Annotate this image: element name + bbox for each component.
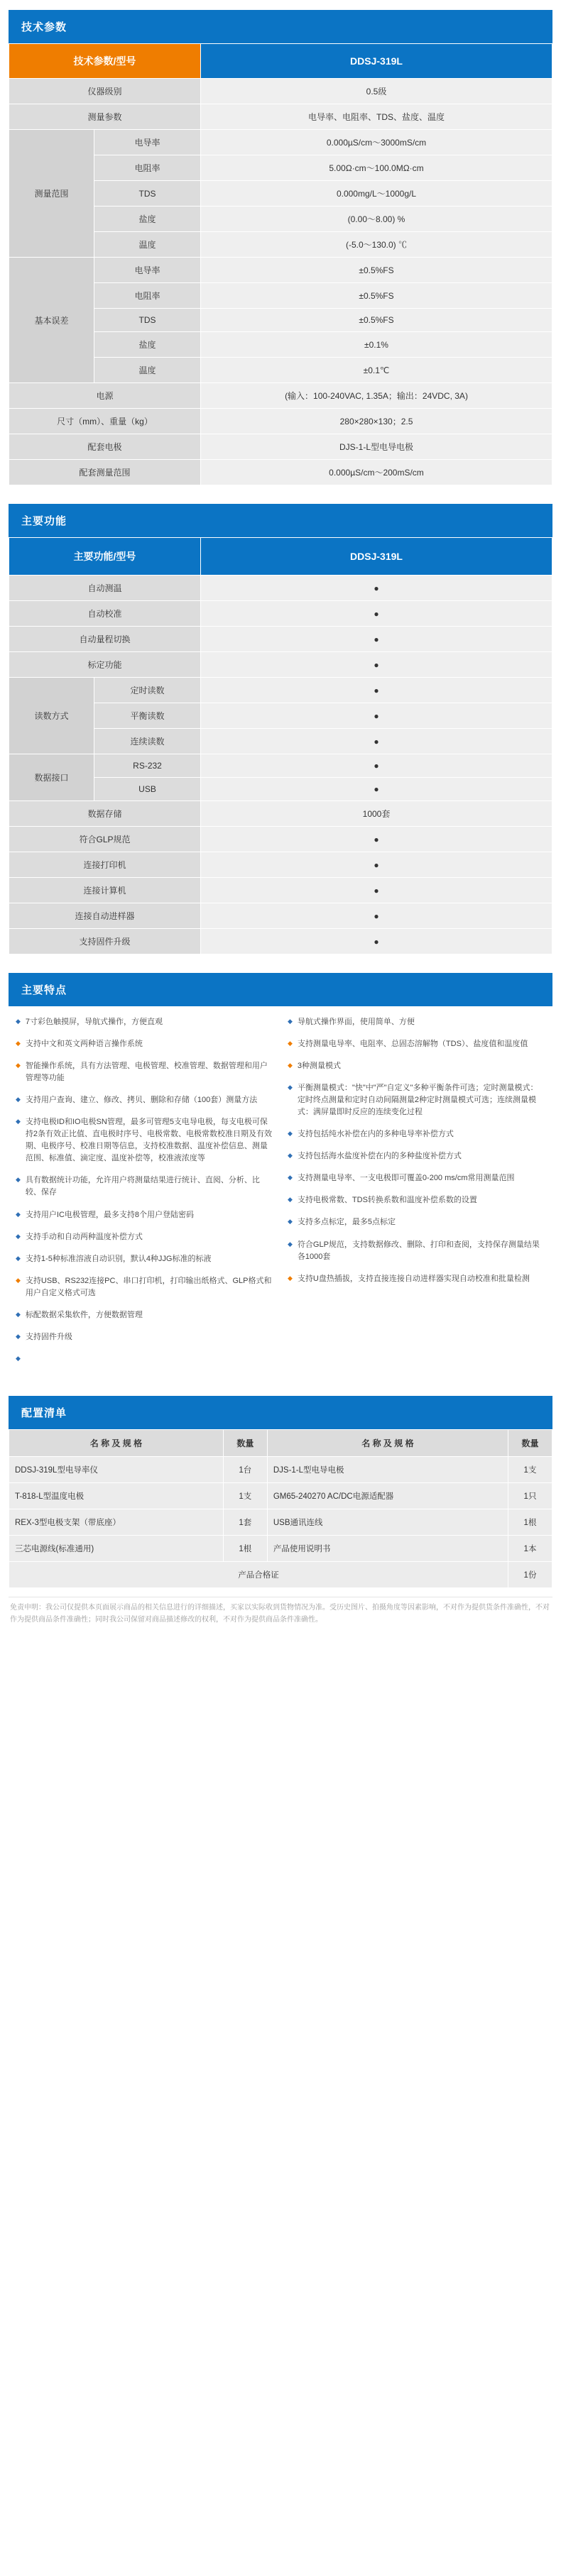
specs-header-left: 技术参数/型号 — [9, 44, 201, 79]
spec-label: 盐度 — [94, 332, 201, 358]
table-row — [9, 801, 552, 827]
config-item-name: DJS-1-L型电导电极 — [267, 1457, 508, 1483]
feature-item — [16, 1353, 273, 1363]
diamond-bullet-icon: ◆ — [16, 1040, 21, 1047]
spec-label: 配套测量范围 — [9, 460, 201, 485]
func-group-label-read: 读数方式 — [9, 678, 94, 754]
feature-item — [16, 1038, 273, 1050]
table-row — [9, 754, 552, 778]
func-label: 支持固件升级 — [9, 929, 201, 954]
spec-label: 电阻率 — [94, 283, 201, 309]
feature-text: 支持包括海水盐度补偿在内的多种盐度补偿方式 — [297, 1152, 462, 1161]
table-row — [9, 1536, 552, 1562]
spec-label: TDS — [94, 309, 201, 332]
func-label: 符合GLP规范 — [9, 827, 201, 852]
spec-group-label-range: 测量范围 — [9, 130, 94, 258]
feature-item — [288, 1172, 545, 1184]
diamond-bullet-icon: ◆ — [16, 1176, 21, 1184]
func-value: ● — [201, 729, 552, 754]
diamond-bullet-icon: ◆ — [288, 1062, 293, 1069]
table-row — [9, 130, 552, 155]
feature-item — [288, 1194, 545, 1206]
config-item-qty: 1支 — [223, 1483, 267, 1509]
func-label: 标定功能 — [9, 652, 201, 678]
table-row — [9, 827, 552, 852]
feature-text: 平衡测量模式："快"中"严"自定义"多种平衡条件可选；定时测量模式：定时终点测量和定时自动间隔测量2种定时测量模式可选；连续测量模式：满屏量即时反应的连续变化过程 — [297, 1084, 538, 1117]
func-value: ● — [201, 827, 552, 852]
spec-label: 电源 — [9, 383, 201, 409]
functions-table — [9, 537, 552, 954]
func-value: ● — [201, 754, 552, 778]
product-spec-page — [0, 10, 561, 1640]
func-value: ● — [201, 929, 552, 954]
features-column-left — [9, 1016, 280, 1373]
func-value: ● — [201, 627, 552, 652]
feature-text: 支持手动和自动两种温度补偿方式 — [25, 1232, 143, 1241]
func-label: RS-232 — [94, 754, 201, 778]
feature-text: 支持包括纯水补偿在内的多种电导率补偿方式 — [297, 1130, 454, 1139]
diamond-bullet-icon: ◆ — [16, 1354, 21, 1362]
config-item-qty: 1根 — [223, 1536, 267, 1562]
table-row — [9, 79, 552, 104]
feature-item — [16, 1174, 273, 1199]
feature-text: 支持电极常数、TDS转换系数和温度补偿系数的设置 — [297, 1196, 477, 1205]
func-label: 连接打印机 — [9, 852, 201, 878]
config-item-name: T-818-L型温度电极 — [9, 1483, 224, 1509]
table-header-row — [9, 44, 552, 79]
func-label: 自动校准 — [9, 601, 201, 627]
table-header-row — [9, 1430, 552, 1457]
table-row — [9, 1457, 552, 1483]
diamond-bullet-icon: ◆ — [16, 1276, 21, 1284]
diamond-bullet-icon: ◆ — [288, 1130, 293, 1138]
feature-item — [288, 1038, 545, 1050]
spec-value: 0.000µS/cm～200mS/cm — [201, 460, 552, 485]
feature-text: 支持固件升级 — [25, 1332, 72, 1341]
feature-item — [288, 1239, 545, 1263]
feature-item — [16, 1209, 273, 1221]
table-row — [9, 576, 552, 601]
config-item-name: REX-3型电极支架（带底座） — [9, 1509, 224, 1536]
table-row — [9, 1509, 552, 1536]
feature-text: 支持U盘热插拔，支持直接连接自动进样器实现自动校准和批量检测 — [297, 1274, 530, 1283]
config-item-name: USB通讯连线 — [267, 1509, 508, 1536]
config-col-header-qty-2: 数量 — [508, 1430, 552, 1457]
table-row — [9, 460, 552, 485]
feature-item — [16, 1060, 273, 1084]
config-col-header-name-1: 名 称 及 规 格 — [9, 1430, 224, 1457]
table-row — [9, 903, 552, 929]
func-value: ● — [201, 903, 552, 929]
config-col-header-qty-1: 数量 — [223, 1430, 267, 1457]
spec-label: 温度 — [94, 358, 201, 383]
table-row — [9, 678, 552, 703]
table-row — [9, 258, 552, 283]
diamond-bullet-icon: ◆ — [16, 1254, 21, 1262]
diamond-bullet-icon: ◆ — [16, 1310, 21, 1318]
feature-item — [288, 1150, 545, 1162]
diamond-bullet-icon: ◆ — [16, 1332, 21, 1340]
feature-text: 智能操作系统，具有方法管理、电极管理、校准管理、数据管理和用户管理等功能 — [25, 1062, 268, 1083]
feature-item — [16, 1331, 273, 1343]
diamond-bullet-icon: ◆ — [288, 1240, 293, 1248]
func-label: 连接计算机 — [9, 878, 201, 903]
feature-item — [288, 1016, 545, 1028]
diamond-bullet-icon: ◆ — [288, 1040, 293, 1047]
section-header-specs: 技术参数 — [9, 10, 552, 43]
diamond-bullet-icon: ◆ — [288, 1018, 293, 1025]
table-row — [9, 104, 552, 130]
feature-text: 3种测量模式 — [297, 1062, 342, 1071]
feature-text: 支持多点标定，最多5点标定 — [297, 1218, 396, 1227]
feature-item — [16, 1016, 273, 1028]
section-header-functions: 主要功能 — [9, 504, 552, 537]
spec-value: 电导率、电阻率、TDS、盐度、温度 — [201, 104, 552, 130]
table-row — [9, 409, 552, 434]
feature-item — [16, 1094, 273, 1106]
feature-text: 符合GLP规范，支持数据修改、删除、打印和查阅，支持保存测量结果各1000套 — [297, 1240, 540, 1261]
func-label: 连接自动进样器 — [9, 903, 201, 929]
spec-value: 5.00Ω·cm～100.0MΩ·cm — [201, 155, 552, 181]
func-label: 自动测温 — [9, 576, 201, 601]
config-item-name: 三芯电源线(标准通用) — [9, 1536, 224, 1562]
config-footer-qty: 1份 — [508, 1562, 552, 1588]
func-value: 1000套 — [201, 801, 552, 827]
feature-text: 支持中文和英文两种语言操作系统 — [25, 1040, 143, 1049]
feature-text: 支持用户查询、建立、修改、拷贝、删除和存储（100套）测量方法 — [25, 1096, 258, 1105]
config-item-qty: 1套 — [223, 1509, 267, 1536]
spec-value: (0.00～8.00) % — [201, 207, 552, 232]
feature-item — [16, 1231, 273, 1243]
diamond-bullet-icon: ◆ — [16, 1210, 21, 1218]
func-value: ● — [201, 678, 552, 703]
config-footer-label: 产品合格证 — [9, 1562, 508, 1588]
func-label: 定时读数 — [94, 678, 201, 703]
func-label: 数据存储 — [9, 801, 201, 827]
table-row — [9, 627, 552, 652]
specs-table — [9, 43, 552, 485]
spec-value: DJS-1-L型电导电极 — [201, 434, 552, 460]
features-container — [9, 1006, 552, 1377]
config-item-qty: 1本 — [508, 1536, 552, 1562]
spec-label: 电阻率 — [94, 155, 201, 181]
table-row — [9, 652, 552, 678]
section-header-features: 主要特点 — [9, 973, 552, 1006]
spec-label: 电导率 — [94, 258, 201, 283]
table-row — [9, 434, 552, 460]
feature-text: 7寸彩色触摸屏，导航式操作，方便直观 — [25, 1018, 163, 1026]
config-item-name: DDSJ-319L型电导率仪 — [9, 1457, 224, 1483]
feature-text: 支持用户IC电极管理，最多支持8个用户登陆密码 — [25, 1210, 195, 1219]
spec-value: ±0.1% — [201, 332, 552, 358]
func-group-label-interface: 数据接口 — [9, 754, 94, 801]
table-row — [9, 852, 552, 878]
spec-value: 0.5级 — [201, 79, 552, 104]
spec-value: (输入：100-240VAC, 1.35A；输出：24VDC, 3A) — [201, 383, 552, 409]
table-row — [9, 383, 552, 409]
config-col-header-name-2: 名 称 及 规 格 — [267, 1430, 508, 1457]
table-header-row — [9, 538, 552, 576]
spec-value: ±0.5%FS — [201, 309, 552, 332]
feature-item — [288, 1082, 545, 1118]
config-item-name: 产品使用说明书 — [267, 1536, 508, 1562]
spec-group-label-error: 基本误差 — [9, 258, 94, 383]
feature-item — [288, 1216, 545, 1228]
spec-label: 盐度 — [94, 207, 201, 232]
spec-label: 电导率 — [94, 130, 201, 155]
config-item-qty: 1只 — [508, 1483, 552, 1509]
diamond-bullet-icon: ◆ — [16, 1232, 21, 1240]
diamond-bullet-icon: ◆ — [288, 1084, 293, 1091]
feature-item — [16, 1116, 273, 1165]
spec-value: ±0.5%FS — [201, 258, 552, 283]
func-label: 平衡读数 — [94, 703, 201, 729]
spec-label: TDS — [94, 181, 201, 207]
spec-label: 仪器级别 — [9, 79, 201, 104]
diamond-bullet-icon: ◆ — [16, 1118, 21, 1125]
diamond-bullet-icon: ◆ — [288, 1174, 293, 1182]
spec-value: ±0.1℃ — [201, 358, 552, 383]
spec-label: 尺寸（mm）、重量（kg） — [9, 409, 201, 434]
feature-item — [16, 1275, 273, 1299]
feature-text: 支持USB、RS232连接PC、串口打印机，打印输出纸格式、GLP格式和用户自定义格式可选 — [25, 1276, 272, 1297]
spec-label: 配套电极 — [9, 434, 201, 460]
func-label: 自动量程切换 — [9, 627, 201, 652]
diamond-bullet-icon: ◆ — [288, 1196, 293, 1204]
func-value: ● — [201, 576, 552, 601]
table-row — [9, 601, 552, 627]
feature-text: 支持测量电导率、电阻率、总固态溶解物（TDS）、盐度值和温度值 — [297, 1040, 528, 1049]
feature-text: 导航式操作界面，使用简单、方便 — [297, 1018, 415, 1026]
func-header-model: DDSJ-319L — [201, 538, 552, 576]
table-row — [9, 1483, 552, 1509]
feature-text: 标配数据采集软件，方便数据管理 — [25, 1310, 143, 1319]
diamond-bullet-icon: ◆ — [16, 1062, 21, 1069]
feature-item — [16, 1309, 273, 1321]
feature-item — [288, 1273, 545, 1285]
table-row — [9, 1562, 552, 1588]
table-row — [9, 878, 552, 903]
feature-text: 具有数据统计功能，允许用户将测量结果进行统计、直阅、分析、比较、保存 — [25, 1176, 260, 1197]
feature-text: 支持测量电导率、一支电极即可覆盖0-200 ms/cm常用测量范围 — [297, 1174, 515, 1183]
specs-header-model: DDSJ-319L — [201, 44, 552, 79]
table-row — [9, 929, 552, 954]
config-item-name: GM65-240270 AC/DC电源适配器 — [267, 1483, 508, 1509]
func-value: ● — [201, 652, 552, 678]
diamond-bullet-icon: ◆ — [16, 1018, 21, 1025]
diamond-bullet-icon: ◆ — [288, 1274, 293, 1282]
feature-text: 支持电极ID和IO电极SN管理，最多可管理5支电导电极，每支电极可保持2条有效正比值、直电极时序号、电极常数、电极常数校准日期及有效期、电极序号、校准日期等信息，支持校准数据、温度补偿信息、测量范围、标准值、滴定度、温度补偿等，校准液浓度等 — [25, 1118, 273, 1163]
diamond-bullet-icon: ◆ — [16, 1096, 21, 1103]
config-item-qty: 1根 — [508, 1509, 552, 1536]
feature-item — [288, 1060, 545, 1072]
spec-value: ±0.5%FS — [201, 283, 552, 309]
config-item-qty: 1支 — [508, 1457, 552, 1483]
disclaimer-text: 免责申明：我公司仅提供本页面展示商品的相关信息进行的详细描述，买家以实际收到货物情况为准。受历史图片、拍摄角度等因素影响，不对作为提供货条件准确性，不对作为提供商品条件准确性；同时我公司保留对商品描述修改的权利，不对作为提供商品条件准确性。 — [9, 1597, 552, 1633]
feature-item — [288, 1128, 545, 1140]
spec-label: 温度 — [94, 232, 201, 258]
feature-text: 支持1-5种标准溶液自动识别，默认4种JJG标准的标液 — [25, 1254, 212, 1263]
feature-item — [16, 1253, 273, 1265]
section-header-config: 配置清单 — [9, 1396, 552, 1429]
spec-value: (-5.0～130.0) ℃ — [201, 232, 552, 258]
func-label: 连续读数 — [94, 729, 201, 754]
func-value: ● — [201, 703, 552, 729]
diamond-bullet-icon: ◆ — [288, 1218, 293, 1226]
func-header-left: 主要功能/型号 — [9, 538, 201, 576]
func-value: ● — [201, 852, 552, 878]
func-value: ● — [201, 601, 552, 627]
func-label: USB — [94, 778, 201, 801]
spec-value: 0.000µS/cm～3000mS/cm — [201, 130, 552, 155]
diamond-bullet-icon: ◆ — [288, 1152, 293, 1160]
spec-label: 测量参数 — [9, 104, 201, 130]
spec-value: 280×280×130；2.5 — [201, 409, 552, 434]
config-table — [9, 1429, 552, 1588]
func-value: ● — [201, 878, 552, 903]
config-item-qty: 1台 — [223, 1457, 267, 1483]
features-column-right — [280, 1016, 552, 1373]
func-value: ● — [201, 778, 552, 801]
spec-value: 0.000mg/L～1000g/L — [201, 181, 552, 207]
